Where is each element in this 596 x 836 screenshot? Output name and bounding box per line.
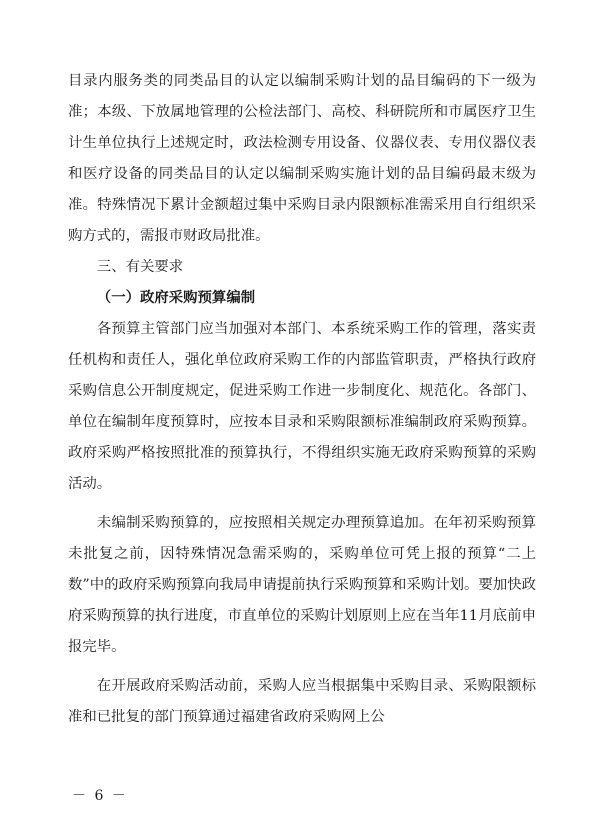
paragraph: 各预算主管部门应当加强对本部门、本系统采购工作的管理，落实责任机构和责任人，强化单位政府采购工作的内部监管职责，严格执行政府采购信息公开制度规定，促进采购工作进一步制度化、规范化。各部门、单位在编制年度预算时，应按本目录和采购限额标准编制政府采购预算。政府采购严格按照批准的预算执行，不得组织实施无政府采购预算的采购活动。 <box>68 321 536 492</box>
section-heading: 三、有关要求 <box>96 259 184 275</box>
subsection-heading: （一）政府采购预算编制 <box>96 290 256 306</box>
paragraph: 在开展政府采购活动前，采购人应当根据集中采购目录、采购限额标准和已批复的部门预算通过福建省政府采购网上公 <box>68 678 536 725</box>
page-number: － 6 － <box>72 788 128 804</box>
paragraph: 未编制采购预算的，应按照相关规定办理预算追加。在年初采购预算未批复之前，因特殊情况急需采购的，采购单位可凭上报的预算“二上数”中的政府采购预算向我局申请提前执行采购预算和采购计划。要加快政府采购预算的执行进度，市直单位的采购计划原则上应在当年11月底前申报完毕。 <box>68 515 536 655</box>
document-body <box>68 66 536 733</box>
paragraph-continued: 目录内服务类的同类品目的认定以编制采购计划的品目编码的下一级为准；本级、下放属地管理的公检法部门、高校、科研院所和市属医疗卫生计生单位执行上述规定时，政法检测专用设备、仪器仪表、专用仪器仪表和医疗设备的同类品目的认定以编制采购实施计划的品目编码最末级为准。特殊情况下累计金额超过集中采购目录内限额标准需采用自行组织采购方式的，需报市财政局批准。 <box>68 73 536 244</box>
